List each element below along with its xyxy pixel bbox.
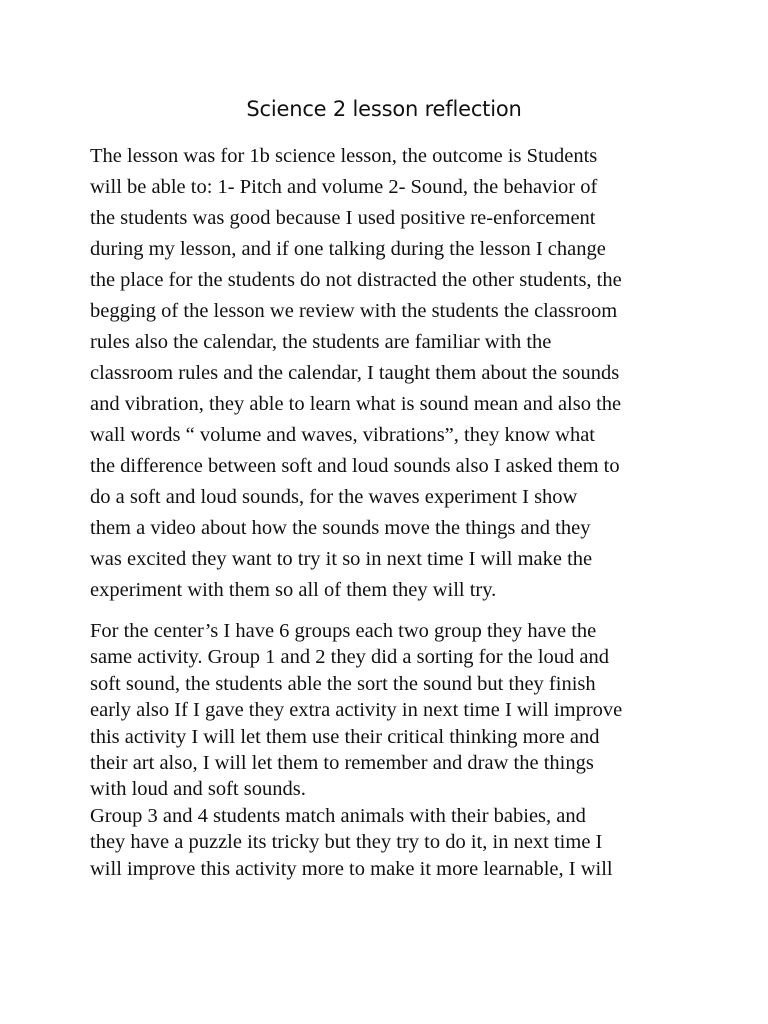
paragraph-line: will improve this activity more to make it more learnable, I will (90, 857, 613, 880)
paragraph-line: during my lesson, and if one talking during the lesson I change (90, 238, 606, 260)
paragraph-line: the place for the students do not distracted the other students, the (90, 269, 622, 291)
paragraph-line: soft sound, the students able the sort the sound but they finish (90, 672, 596, 695)
paragraph-line: rules also the calendar, the students are familiar with the (90, 331, 552, 353)
paragraph-line: their art also, I will let them to remember and draw the things (90, 752, 594, 775)
paragraph-centers (90, 618, 622, 882)
paragraph-line: For the center’s I have 6 groups each two group they have the (90, 620, 597, 642)
paragraph-line: this activity I will let them use their critical thinking more and (90, 725, 600, 748)
paragraph-line: classroom rules and the calendar, I taught them about the sounds (90, 362, 620, 384)
paragraph-line: will be able to: 1- Pitch and volume 2- Sound, the behavior of (90, 176, 598, 198)
paragraph-line: The lesson was for 1b science lesson, the outcome is Students (90, 145, 598, 167)
paragraph-lesson-summary (90, 141, 622, 606)
paragraph-line: with loud and soft sounds. (90, 778, 306, 801)
paragraph-line: early also If I gave they extra activity in next time I will improve (90, 699, 623, 722)
paragraph-line: Group 3 and 4 students match animals with their babies, and (90, 804, 586, 827)
paragraph-line: was excited they want to try it so in next time I will make the (90, 548, 593, 570)
paragraph-line: do a soft and loud sounds, for the waves experiment I show (90, 486, 578, 508)
paragraph-line: begging of the lesson we review with the students the classroom (90, 300, 618, 322)
paragraph-line: wall words “ volume and waves, vibrations”, they know what (90, 424, 595, 446)
paragraph-line: them a video about how the sounds move the things and they (90, 517, 591, 539)
paragraph-line: the difference between soft and loud sounds also I asked them to (90, 455, 620, 477)
paragraph-line: experiment with them so all of them they will try. (90, 579, 497, 601)
paragraph-line: same activity. Group 1 and 2 they did a sorting for the loud and (90, 646, 610, 669)
paragraph-line: they have a puzzle its tricky but they try to do it, in next time I (90, 831, 603, 854)
paragraph-line: and vibration, they able to learn what is sound mean and also the (90, 393, 622, 415)
paragraph-line: the students was good because I used positive re-enforcement (90, 207, 596, 229)
page-title: Science 2 lesson reflection (246, 97, 522, 121)
